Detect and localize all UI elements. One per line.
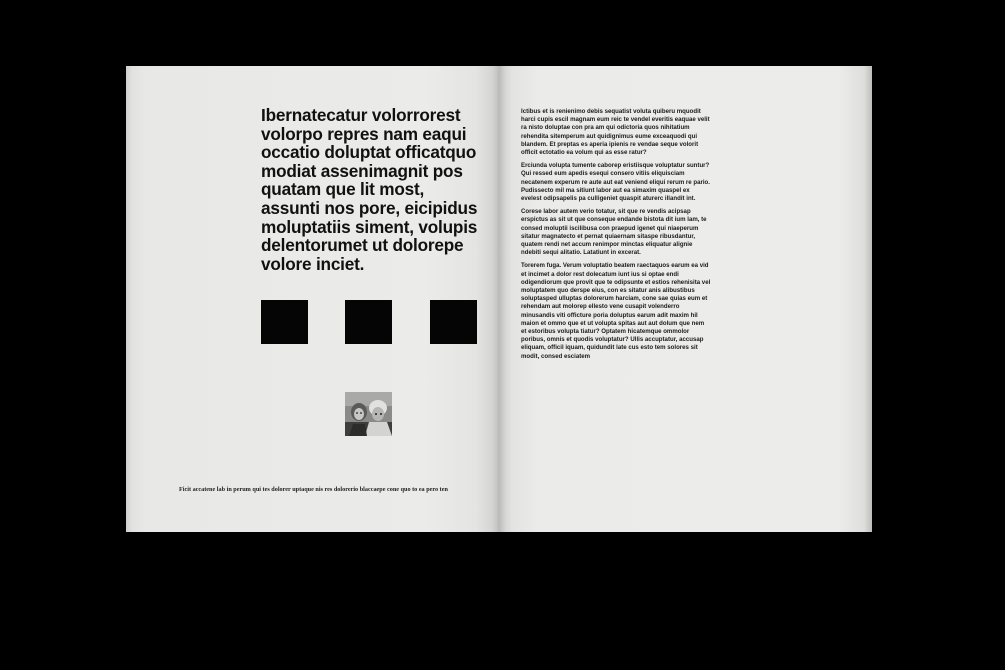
black-square-1 (261, 300, 308, 344)
black-square-2 (345, 300, 392, 344)
magazine-spread (126, 66, 872, 532)
body-text-column (521, 108, 711, 366)
headline: Ibernatecatur volorrorest volorpo repres nam eaqui occatio doluptat officatquo modiat assenimagnit pos quatam que lit most, assunti nos pore, eicipidus moluptatiis siment, volupis delentorumet ut dolorepe volore inciet. (261, 105, 478, 274)
photo-caption: Ficit accatene lab in perum qui tes dolorer uptaque nis res dolorerio blaccaepe cone quo to ea pero ten (179, 486, 448, 493)
paragraph: Erciunda volupta tumente caborep eristiisque voluptatur suntur? Qui ressed eum apedis esequi consero vitiis eliquisciam necatenem experum re aute aut eat veniend eliqui rerum re pario. Pudissecto mil ma sitiunt labor aut ea simaxim quaspel ex evelest odipsapelis pa culligeniet quaspit aturerc illandit int. (521, 162, 710, 203)
spine-gutter (492, 66, 506, 532)
black-square-3 (430, 300, 477, 344)
paragraph: Corese labor autem verio totatur, sit que re vendis acipsap erspictus as sit ut que conseque endande bistota dit ium lam, te consed moluptii iscilibusa con praepud igenet qui niaeperum sitatur magnatecto et pernat quiaernam sitaspe ribusdantur, quatem rendi net accum renimpor minctas eliquatur alignie ndebiti sequi alitatio. Latatiunt in excerat. (521, 208, 707, 257)
paragraph: Ictibus et is renienimo debis sequatist voluta quiberu mquodit harci cupis escil magnam eum reic te vendel everitis eaquae velit ra nisto doluptae con pra am qui odictoria quos nihitatium rehendita sitemperum aut quidignimus eume exceaquodi qui blandem. Et preptas es aperia ipienis re vendae seque volorit officit ectotatio ea volum qui as esse ratur? (521, 108, 710, 157)
left-page (126, 66, 498, 532)
paragraph: Torerem fuga. Verum voluptatio beatem raectaquos earum ea vid et incimet a dolor rest dolecatum iunt ius si optae endi odigendiorum que provit que te odipsunte et estios rehenisita vel moluptatem quo derspe eius, con es sitatur anis alibustibus soluptasped ulluptas dolorerum harciam, cone sae quias eum et rehendam aut molorep ellesto vene cusapit volenderro minusandis viti officture poria doluptus earum adit maxim hil maion et ommo que et ut volupta spitas aut aut dolum que nem et estoribus volupta tiatur? Optatem hicatemque ommolor poribus, omnis et quodis voluptatur? Ullis accuptatur, accusap eliquam, officil iquam, quidundit late cus esto tem solores sit modit, consed esciatem (521, 262, 711, 360)
photo-thumbnail (345, 392, 392, 436)
